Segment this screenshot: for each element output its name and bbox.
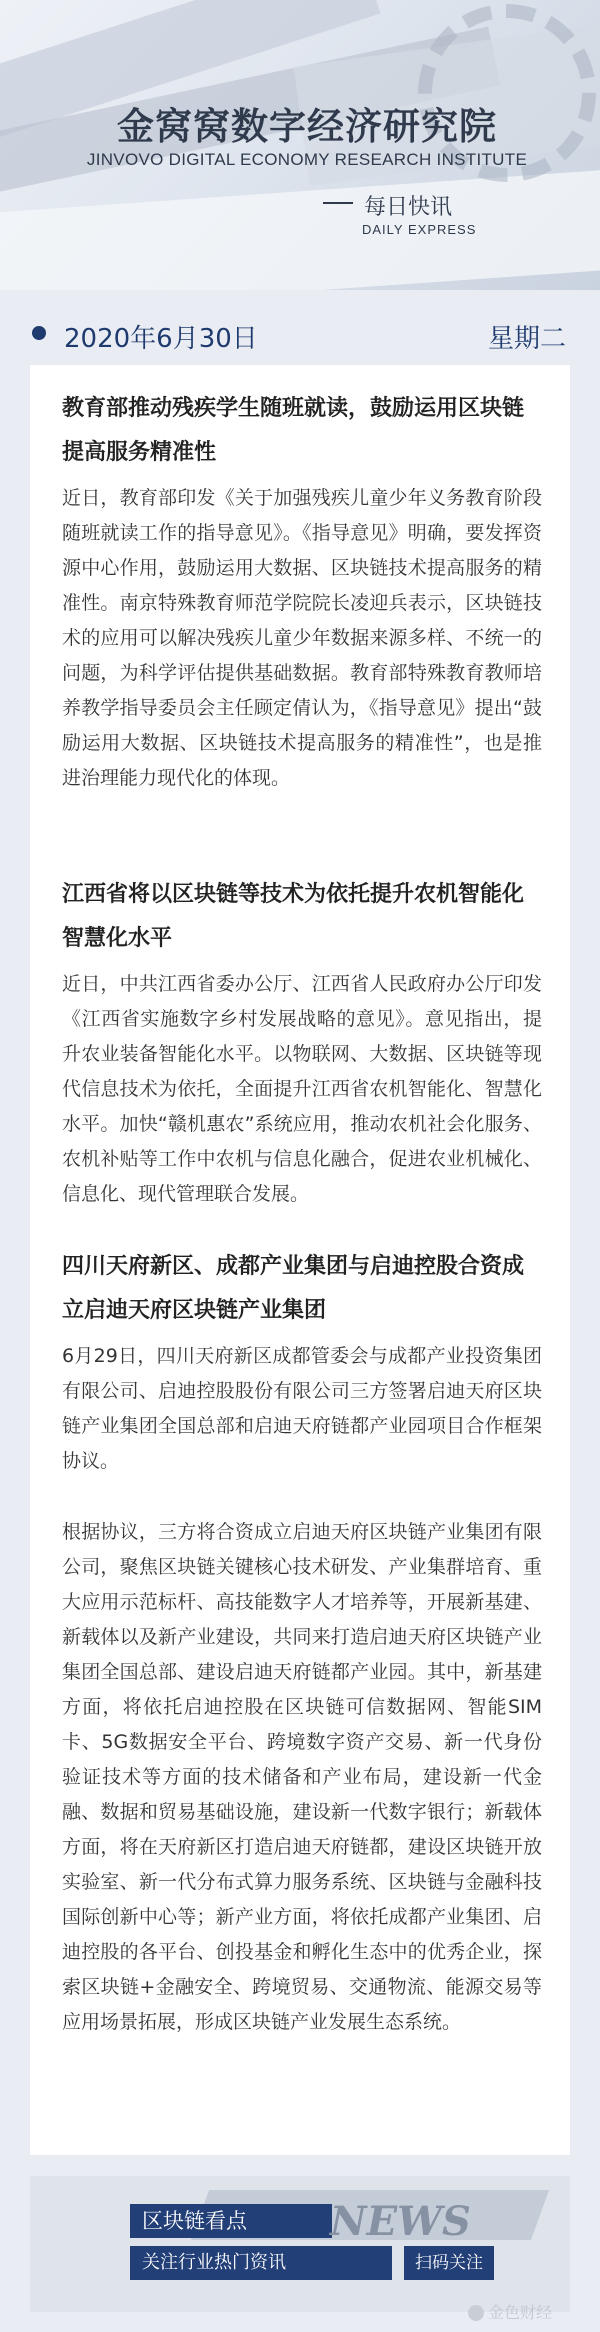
news-logo: NEWS: [330, 2198, 471, 2245]
article: [62, 873, 542, 1212]
article-paragraph: 近日，教育部印发《关于加强残疾儿童少年义务教育阶段随班就读工作的指导意见》。《指导意见》明确，要发挥资源中心作用，鼓励运用大数据、区块链技术提高服务的精准性。南京特殊教育师范学院院长凌迎兵表示，区块链技术的应用可以解决残疾儿童少年数据来源多样、不统一的问题，为科学评估提供基础数据。教育部特殊教育教师培养教学指导委员会主任顾定倩认为，《指导意见》提出“鼓励运用大数据、区块链技术提高服务的精准性”，也是推进治理能力现代化的体现。: [62, 487, 542, 789]
follow-label: 关注行业热门资讯: [130, 2246, 392, 2280]
divider: [323, 202, 353, 204]
article: [62, 1245, 542, 2040]
watermark-text: 金色财经: [488, 2303, 553, 2322]
banner-decoration: [0, 164, 600, 290]
institute-subtitle: JINVOVO DIGITAL ECONOMY RESEARCH INSTITUTE: [86, 150, 528, 169]
watermark: [468, 2300, 552, 2323]
news-card: [30, 365, 570, 2155]
scan-follow-button[interactable]: 扫码关注: [404, 2246, 494, 2280]
article: [62, 387, 542, 796]
daily-express-en: DAILY EXPRESS: [362, 222, 477, 237]
article-paragraph: 6月29日，四川天府新区成都管委会与成都产业投资集团有限公司、启迪控股股份有限公司三方签署启迪天府区块链产业集团全国总部和启迪天府链都产业园项目合作框架协议。: [62, 1345, 542, 1472]
footer-banner: [30, 2176, 570, 2312]
article-paragraph: 根据协议，三方将合资成立启迪天府区块链产业集团有限公司，聚焦区块链关键核心技术研发、产业集群培育、重大应用示范标杆、高技能数字人才培养等，开展新基建、新载体以及新产业建设，共同来打造启迪天府区块链产业集团全国总部、建设启迪天府链都产业园。其中，新基建方面，将依托启迪控股在区块链可信数据网、智能SIM卡、5G数据安全平台、跨境数字资产交易、新一代身份验证技术等方面的技术储备和产业布局，建设新一代金融、数据和贸易基础设施，建设新一代数字银行；新载体方面，将在天府新区打造启迪天府链都，建设区块链开放实验室、新一代分布式算力服务系统、区块链与金融科技国际创新中心等；新产业方面，将依托成都产业集团、启迪控股的各平台、创投基金和孵化生态中的优秀企业，探索区块链+金融安全、跨境贸易、交通物流、能源交易等应用场景拓展，形成区块链产业发展生态系统。: [62, 1521, 542, 2033]
article-title: 江西省将以区块链等技术为依托提升农机智能化智慧化水平: [62, 882, 525, 951]
blockchain-highlights-label: 区块链看点: [130, 2204, 332, 2238]
institute-title: 金窝窝数字经济研究院: [117, 105, 497, 148]
article-title: 教育部推动残疾学生随班就读，鼓励运用区块链提高服务精准性: [62, 396, 525, 465]
article-paragraph: 近日，中共江西省委办公厅、江西省人民政府办公厅印发《江西省实施数字乡村发展战略的意见》。意见指出，提升农业装备智能化水平。以物联网、大数据、区块链等现代信息技术为依托，全面提升江西省农机智能化、智慧化水平。加快“赣机惠农”系统应用，推动农机社会化服务、农机补贴等工作中农机与信息化融合，促进农业机械化、信息化、现代管理联合发展。: [62, 973, 542, 1205]
weekday-text: 星期二: [487, 324, 566, 354]
date-bar: [30, 308, 570, 360]
header-banner: [0, 0, 600, 290]
jinse-logo-icon: [468, 2305, 484, 2321]
article-title: 四川天府新区、成都产业集团与启迪控股合资成立启迪天府区块链产业集团: [62, 1254, 525, 1323]
date-text: 2020年6月30日: [64, 324, 258, 354]
daily-express-label: 每日快讯: [364, 195, 453, 220]
bullet-icon: [32, 326, 46, 340]
